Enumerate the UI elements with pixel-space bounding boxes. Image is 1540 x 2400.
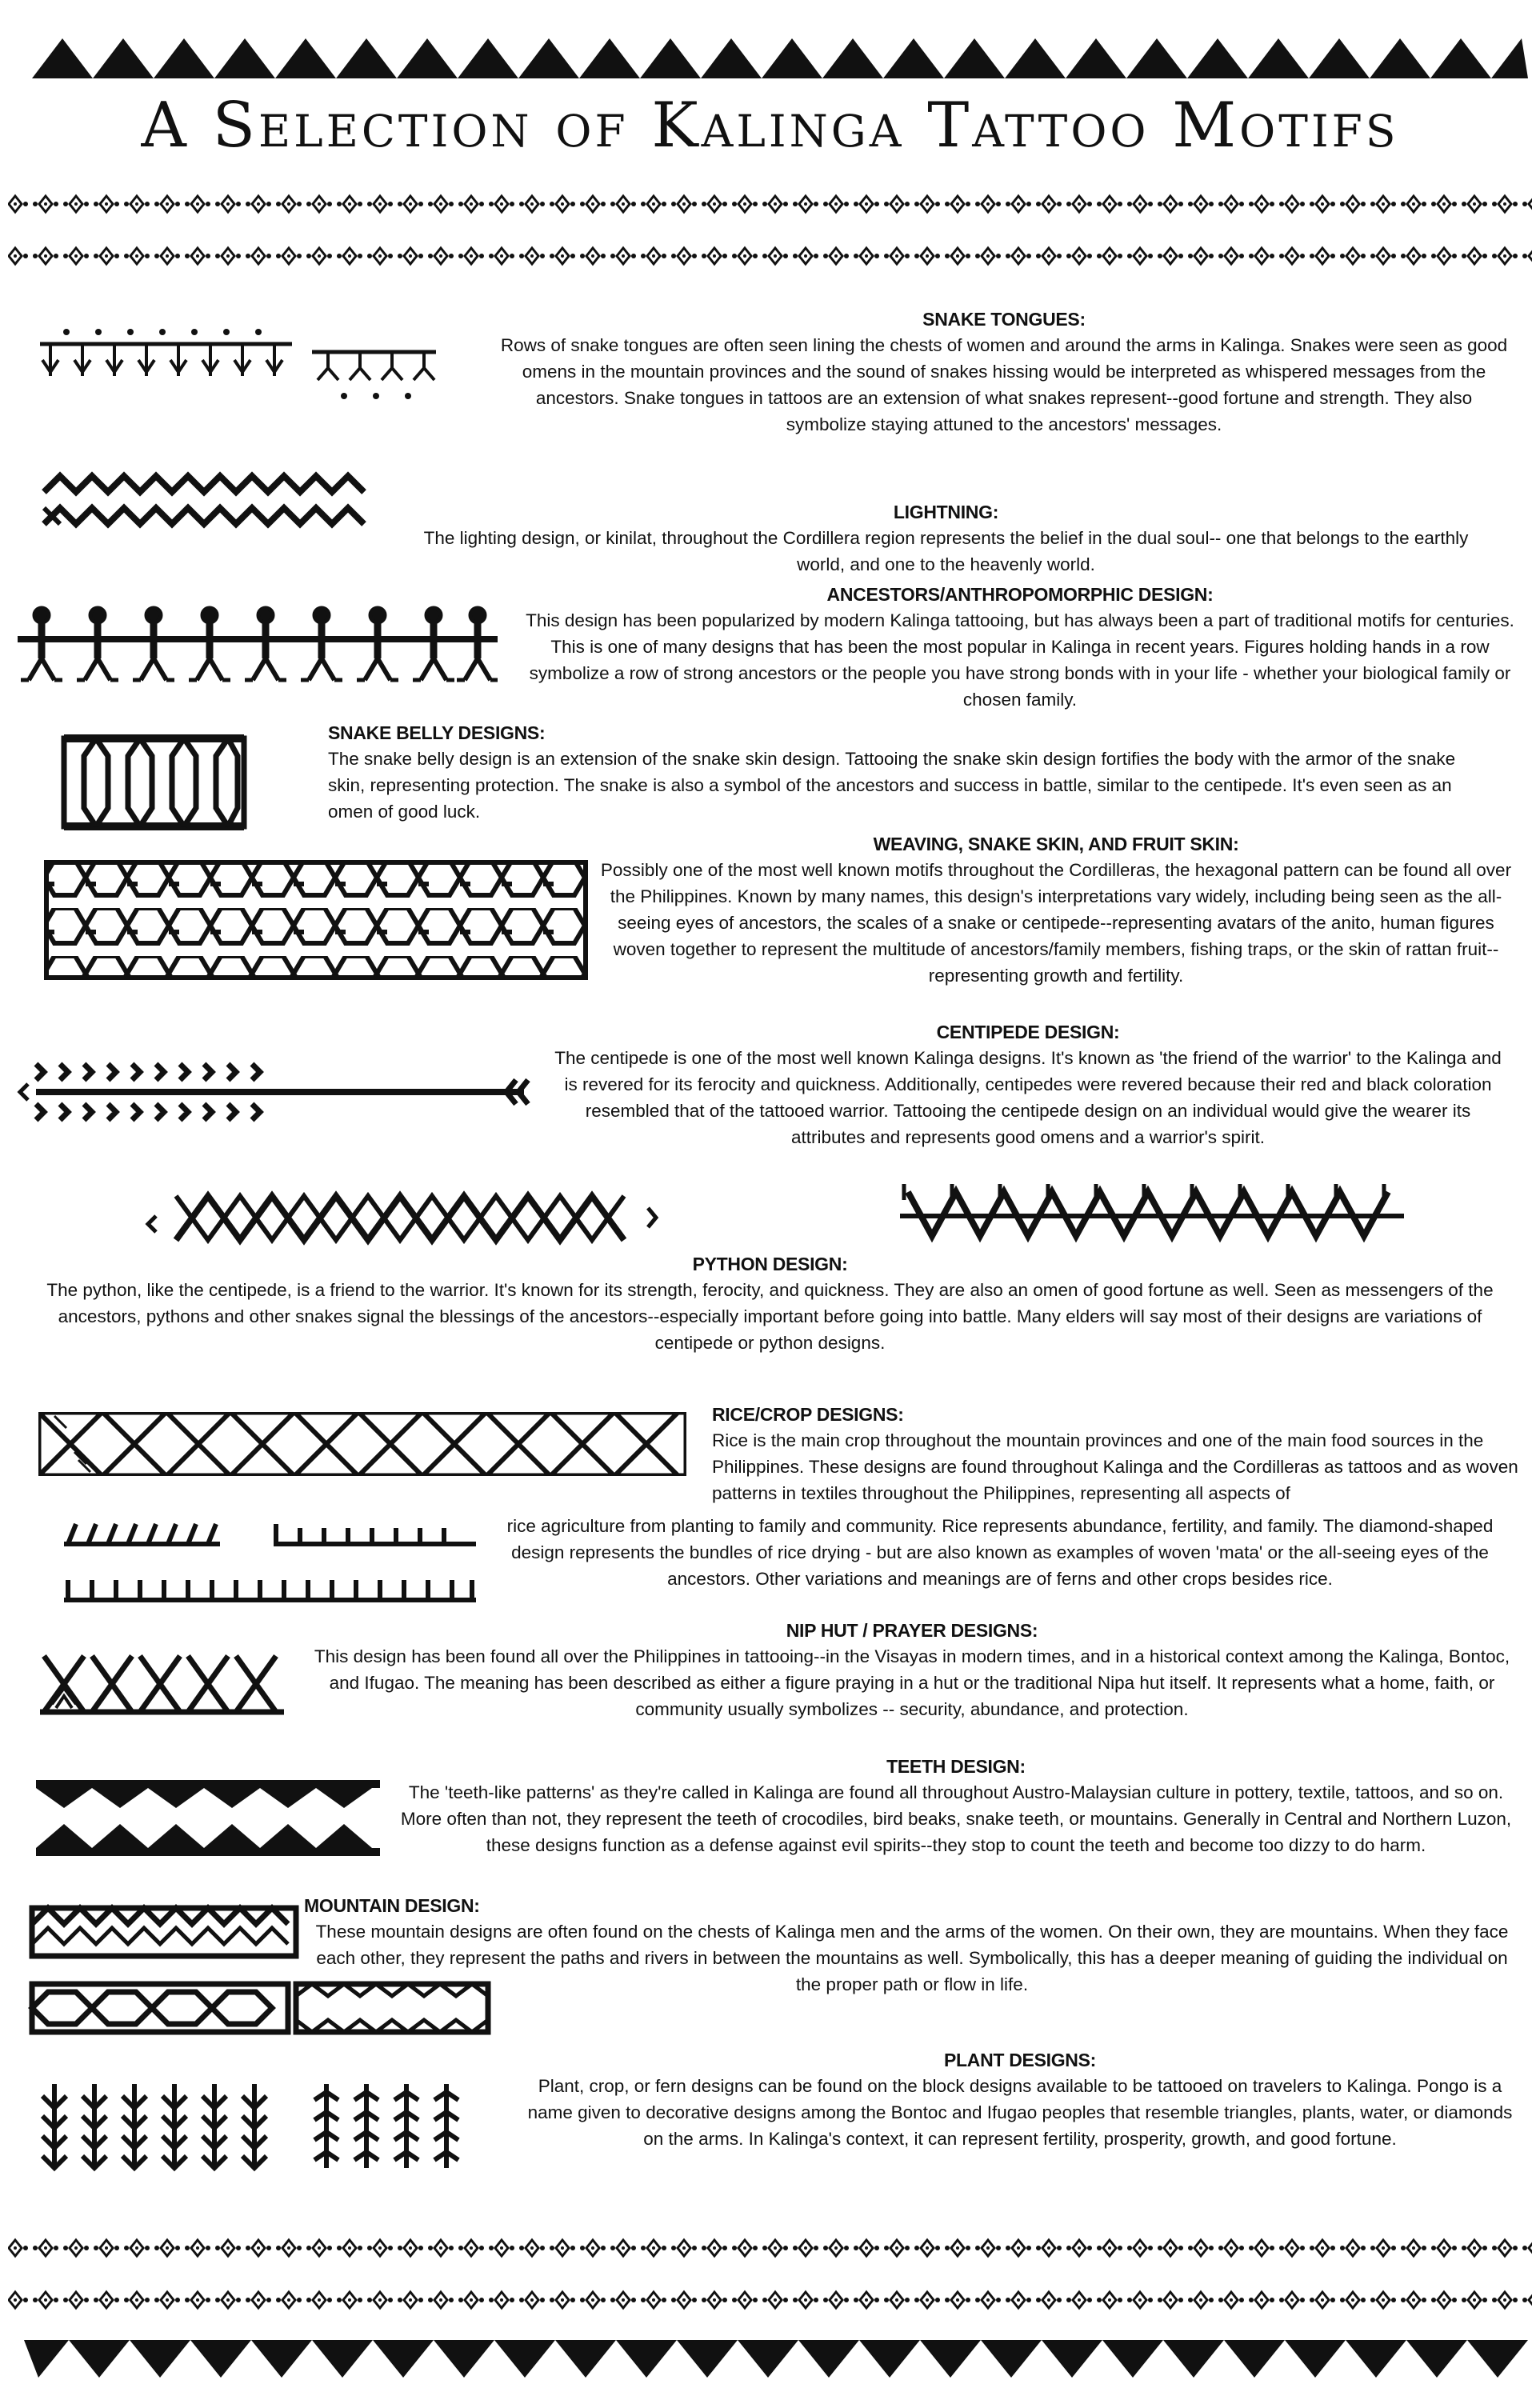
section-body: Rows of snake tongues are often seen lining the chests of women and around the arms in Kalinga. Snakes were seen as good omens in the mountain provinces and the sound of snakes hissing would be interpreted as whispered messages from the ancestors. Snake tongues in tattoos are an extension of what snakes represent--good fortune and strength. They also symbolize staying attuned to the ancestors' messages.: [500, 335, 1508, 434]
section-heading: WEAVING, SNAKE SKIN, AND FRUIT SKIN:: [873, 834, 1239, 854]
section-heading: CENTIPEDE DESIGN:: [936, 1022, 1120, 1042]
teeth-motif-icon: [36, 1780, 388, 1860]
rice-diamond-motif-icon: [38, 1412, 686, 1476]
section-heading: SNAKE TONGUES:: [922, 309, 1086, 330]
rice-stalk-motif-icon: [60, 1520, 476, 1608]
section-ancestors: [520, 584, 1520, 713]
hexagon-weave-motif-icon: [44, 860, 588, 980]
section-body: This design has been found all over the Philippines in tattooing--in the Visayas in modern times, and in a historical context among the Kalinga, Bontoc, and Ifugao. The meaning has been described as either a figure praying in a hut or the traditional Nipa hut itself. It represents what a home, faith, or community usually symbolizes -- security, abundance, and protection.: [314, 1646, 1510, 1719]
plant-motif-icon: [38, 2080, 502, 2172]
section-body: Plant, crop, or fern designs can be found on the block designs available to be tattooed on travelers to Kalinga. Pongo is a name given to decorative designs among the Bontoc and Ifugao peoples that resemble triangles, plants, water, or diamonds on the arms. In Kalinga's context, it can represent fertility, prosperity, growth, and good fortune.: [527, 2076, 1513, 2149]
diamond-dot-border-bottom-1: [0, 2236, 1540, 2260]
python-motif-right-icon: [892, 1180, 1420, 1260]
section-body: The python, like the centipede, is a friend to the warrior. It's known for its strength, ferocity, and quickness. They are also an omen of good fortune as well. Seen as messengers of the ancestors, pythons and other snakes signal the blessings of the ancestors--especially important before going into battle. Many elders will say most of their designs are variations of centipede or python designs.: [46, 1280, 1494, 1353]
section-python: [44, 1254, 1496, 1356]
page-title: A Selection of Kalinga Tattoo Motifs: [141, 90, 1399, 162]
section-body: The lighting design, or kinilat, throughout the Cordillera region represents the belief in the dual soul-- one that belongs to the earthly world, and one to the heavenly world.: [423, 528, 1469, 574]
section-heading: PLANT DESIGNS:: [943, 2050, 1097, 2070]
section-body-continued: rice agriculture from planting to family and community. Rice represents abundance, fertility, and family. The diamond-shaped design represents the bundles of rice drying - but are also known as examples of woven 'mata' or the all-seeing eyes of the ancestors. Other variations and meanings are of ferns and other crops besides rice.: [506, 1516, 1494, 1589]
diamond-dot-border-top-1: [0, 192, 1540, 216]
section-plant: [520, 2050, 1520, 2152]
section-body: The snake belly design is an extension of the snake skin design. Tattooing the snake skin design fortifies the body with the armor of the snake skin, representing protection. The snake is also a symbol of the ancestors and success in battle, similar to the centipede. It's even seen as an omen of good luck.: [328, 749, 1456, 822]
nip-hut-motif-icon: [40, 1652, 288, 1716]
section-body: The centipede is one of the most well known Kalinga designs. It's known as 'the friend of the warrior' to the Kalinga and is revered for its ferocity and quickness. Additionally, centipedes were revered because their red and black coloration resembled that of the tattooed warrior. Tattooing the centipede design on an individual would give the wearer its attributes and represents good omens and a warrior's spirit.: [554, 1048, 1502, 1147]
section-heading: SNAKE BELLY DESIGNS:: [328, 722, 546, 743]
section-body: This design has been popularized by modern Kalinga tattooing, but has always been a part of traditional motifs for centuries. This is one of many designs that has been the most popular in Kalinga in recent years. Figures holding hands in a row symbolize a row of strong ancestors or the people you have strong bonds with in your life - whether your biological family or chosen family.: [526, 610, 1514, 710]
centipede-motif-icon: [12, 1044, 540, 1140]
section-heading: NIP HUT / PRAYER DESIGNS:: [786, 1620, 1038, 1641]
section-heading: MOUNTAIN DESIGN:: [304, 1895, 480, 1916]
diamond-dot-border-bottom-2: [0, 2288, 1540, 2312]
section-rice-continued: [480, 1511, 1520, 1592]
section-body: These mountain designs are often found on the chests of Kalinga men and the arms of the women. On their own, they are mountains. When they face each other, they represent the paths and rivers in between the mountains as well. Symbolically, this has a deeper meaning of guiding the individual on the proper path or flow in life.: [315, 1922, 1509, 1994]
section-centipede: [548, 1022, 1508, 1150]
python-motif-left-icon: [144, 1180, 672, 1260]
section-weaving: [596, 834, 1516, 989]
section-body: The 'teeth-like patterns' as they're called in Kalinga are found all throughout Austro-Malaysian culture in pottery, textile, tattoos, and so on. More often than not, they represent the teeth of crocodiles, bird beaks, snake teeth, or mountains. Generally in Central and Northern Luzon, these designs function as a defense against evil spirits--they stop to count the teeth and become too dizzy to do harm.: [400, 1782, 1512, 1855]
section-snake-tongues: [496, 309, 1512, 438]
section-heading: RICE/CROP DESIGNS:: [712, 1404, 904, 1425]
section-mountain: [304, 1895, 1520, 1998]
section-heading: PYTHON DESIGN:: [692, 1254, 848, 1274]
section-body: Rice is the main crop throughout the mountain provinces and one of the main food sources in the Philippines. These designs are found throughout Kalinga and the Cordilleras as tattoos and as woven patterns in textiles throughout the Philippines, representing all aspects of: [712, 1430, 1518, 1503]
section-snake-belly: [328, 722, 1464, 825]
section-lightning: [404, 502, 1488, 578]
section-teeth: [392, 1756, 1520, 1858]
top-zigzag-border: [0, 32, 1540, 78]
snake-belly-motif-icon: [60, 732, 252, 836]
bottom-zigzag-border: [0, 2336, 1540, 2382]
section-heading: LIGHTNING:: [893, 502, 999, 522]
diamond-dot-border-top-2: [0, 244, 1540, 268]
section-heading: ANCESTORS/ANTHROPOMORPHIC DESIGN:: [826, 584, 1214, 605]
section-body: Possibly one of the most well known motifs throughout the Cordilleras, the hexagonal pattern can be found all over the Philippines. Known by many names, this design's interpretations vary widely, including being seen as the all-seeing eyes of ancestors, the scales of a snake or centipede--representing avatars of the anito, human figures woven together to represent the multitude of ancestors/family members, fishing traps, or the skin of rattan fruit--representing growth and fertility.: [600, 860, 1512, 986]
section-heading: TEETH DESIGN:: [886, 1756, 1026, 1777]
ancestors-motif-icon: [18, 604, 498, 692]
section-rice: [712, 1404, 1520, 1506]
section-nip-hut: [312, 1620, 1512, 1722]
snake-tongues-motif-icon: [36, 324, 452, 404]
lightning-motif-icon: [40, 464, 376, 536]
